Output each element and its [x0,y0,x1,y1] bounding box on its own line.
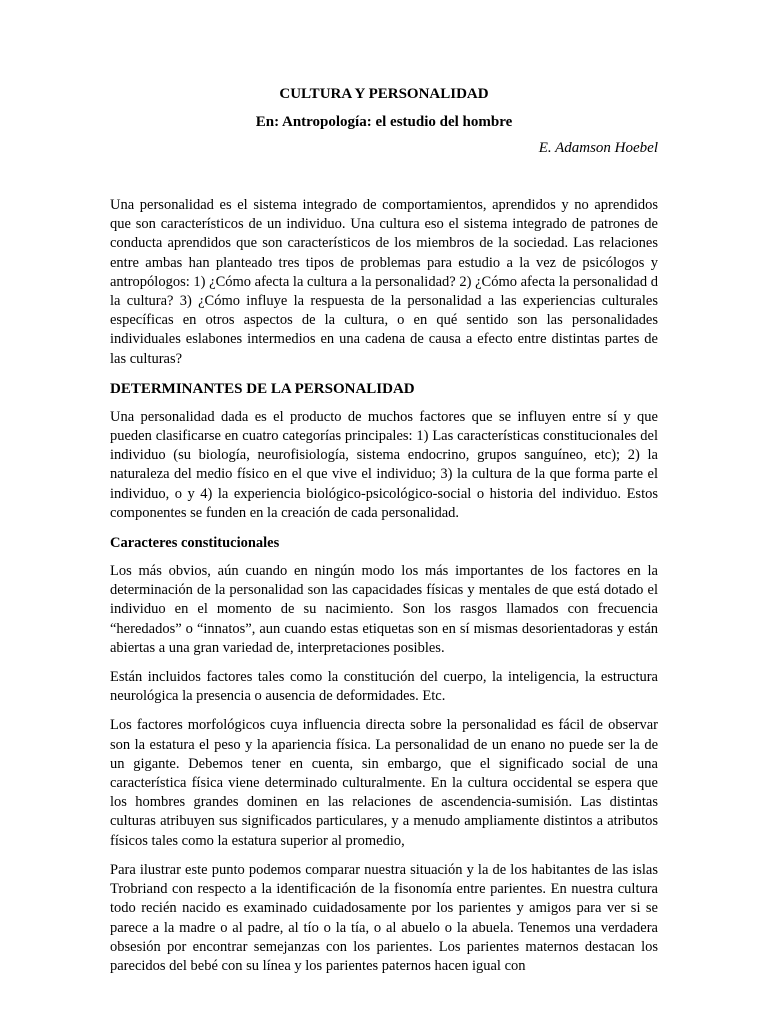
intro-paragraph: Una personalidad es el sistema integrado de comportamientos, aprendidos y no aprendidos que son característicos de un individuo. Una cultura eso el sistema integrado de patrones de conducta aprendidos que son característicos de los miembros de la sociedad. Las relaciones entre ambas han planteado tres tipos de problemas para estudio a la vez de psicólogos y antropólogos: 1) ¿Cómo afecta la cultura a la personalidad? 2) ¿Cómo afecta la personalidad d la cultura? 3) ¿Cómo influye la respuesta de la personalidad a las experiencias culturales específicas en otros aspectos de la cultura, o en qué sentido son las personalidades individuales eslabones intermedios en una cadena de causa a efecto entre distintas partes de las culturas? [110,197,658,367]
caracteres-paragraph-2: Están incluidos factores tales como la constitución del cuerpo, la inteligencia, la estructura neurológica la presencia o ausencia de deformidades. Etc. [110,669,658,705]
caracteres-paragraph-3: Los factores morfológicos cuya influencia directa sobre la personalidad es fácil de observar son la estatura el peso y la apariencia física. La personalidad de un enano no puede ser la de un gigante. Debemos tener en cuenta, sin embargo, que el significado social de una característica física viene determinado culturalmente. En la cultura occidental se espera que los hombres grandes dominen en las relaciones de ascendencia-sumisión. Las distintas culturas atribuyen sus significados particulares, y a menudo ampliamente distintos a atributos físicos tales como la estatura superior al promedio, [110,717,658,849]
caracteres-paragraph-1: Los más obvios, aún cuando en ningún modo los más importantes de los factores en la determinación de la personalidad son las capacidades físicas y mentales de que está dotado el individuo en el momento de su nacimiento. Son los rasgos llamados con frecuencia “heredados” o “innatos”, aun cuando estas etiquetas son en sí mismas desorientadoras y están abiertas a una gran variedad de, interpretaciones posibles. [110,563,658,656]
section-heading-determinantes: DETERMINANTES DE LA PERSONALIDAD [110,380,415,397]
caracteres-paragraph-4: Para ilustrar este punto podemos comparar nuestra situación y la de los habitantes de las islas Trobriand con respecto a la identificación de la fisonomía entre parientes. En nuestra cultura todo recién nacido es examinado cuidadosamente por los parientes y amigos para ver si se parece a la madre o al padre, al tío o la tía, o al abuelo o la abuela. Tenemos una verdadera obsesión por encontrar semejanzas con los parientes. Los parientes maternos destacan los parecidos del bebé con su línea y los parientes paternos hacen igual con [110,861,658,974]
section-heading-caracteres: Caracteres constitucionales [110,535,280,552]
document-title: CULTURA Y PERSONALIDAD [279,86,489,102]
document-author: E. Adamson Hoebel [538,140,658,156]
determinantes-paragraph: Una personalidad dada es el producto de muchos factores que se influyen entre sí y que pueden clasificarse en cuatro categorías principales: 1) Las características constitucionales del individuo (su biología, neurofisiología, sistema endocrino, grupos sanguíneo, etc); 2) la naturaleza del medio físico en el que vive el individuo; 3) la cultura de la que forma parte el individuo, o y 4) la experiencia biológico-psicológico-social o historia del individuo. Estos componentes se funden en la creación de cada personalidad. [110,408,658,521]
document-subtitle: En: Antropología: el estudio del hombre [255,114,513,130]
document-page [110,84,658,986]
